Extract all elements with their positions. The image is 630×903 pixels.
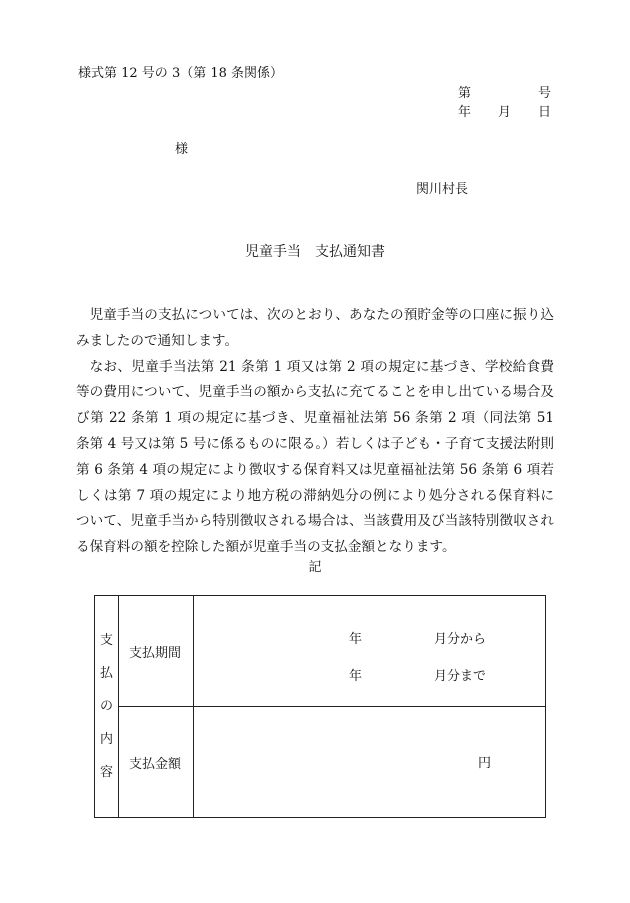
to-year: 年 <box>349 669 363 684</box>
date-year: 年 <box>458 105 472 120</box>
to-month: 月分まで <box>434 669 487 684</box>
notice-body <box>76 303 554 561</box>
from-year: 年 <box>349 632 363 647</box>
vertical-header-char: の <box>99 699 113 714</box>
addressee: 様 <box>175 142 189 157</box>
date-day: 日 <box>537 105 551 120</box>
document-number-line <box>458 82 551 101</box>
vertical-header-char: 支 <box>99 633 113 648</box>
form-number: 様式第 12 号の 3（第 18 条関係） <box>78 66 284 81</box>
body-paragraph-1: 児童手当の支払については、次のとおり、あなたの預貯金等の口座に振り込みましたので通知します。 <box>76 307 554 349</box>
payment-content-header <box>95 596 119 818</box>
date-month: 月 <box>497 105 511 120</box>
amount-value <box>194 707 546 818</box>
body-paragraph-2: なお、児童手当法第 21 条第 1 項又は第 2 項の規定に基づき、学校給食費等の費用について、児童手当の額から支払に充てることを申し出ている場合及び第 22 条第 1 項の規定に基づき、児童福祉法第 56 条第 2 項（同法第 51 条第 4 号又は第 5 号に係るものに限る。）若しくは子ども・子育て支援法附則第 6 条第 4 項の規定により徴収する保育料又は児童福祉法第 56 条第 6 項若しくは第 7 項の規定により地方税の滞納処分の例により処分される保育料について、児童手当から特別徴収される場合は、当該費用及び当該特別徴収される保育料の額を控除した額が児童手当の支払金額となります。 <box>76 358 554 556</box>
ki-heading: 記 <box>308 560 322 575</box>
number-suffix: 号 <box>537 86 551 101</box>
document-title: 児童手当 支払通知書 <box>245 244 385 260</box>
amount-label: 支払金額 <box>119 707 194 818</box>
vertical-header-char: 払 <box>99 666 113 681</box>
vertical-header-char: 内 <box>99 732 113 747</box>
payment-details-table <box>94 595 546 818</box>
issuer: 関川村長 <box>416 182 469 197</box>
period-value <box>194 596 546 707</box>
number-prefix: 第 <box>458 86 472 101</box>
from-month: 月分から <box>434 632 487 647</box>
vertical-header-char: 容 <box>99 765 113 780</box>
issue-date-line <box>458 101 551 120</box>
period-label: 支払期間 <box>119 596 194 707</box>
amount-unit: 円 <box>478 756 492 771</box>
